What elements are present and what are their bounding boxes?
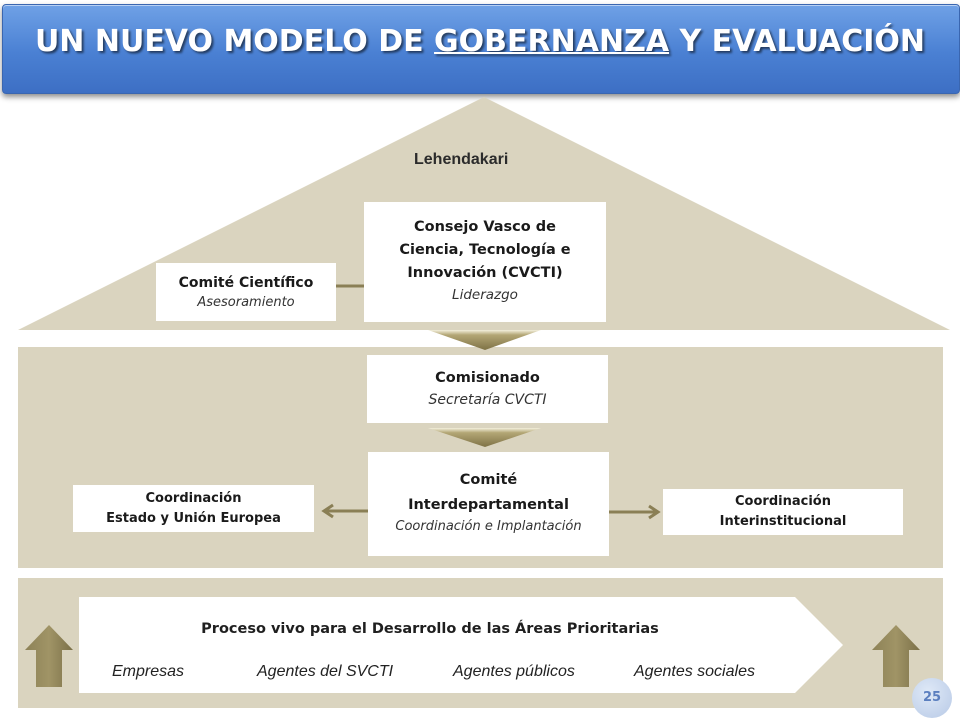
coordinacion-interinstitucional-box: [663, 489, 903, 535]
comite-inter-line2: Interdepartamental: [408, 497, 569, 513]
coord-right-line1: Coordinación: [735, 494, 831, 509]
cvcti-line3: Innovación (CVCTI): [407, 265, 563, 281]
page-title: UN NUEVO MODELO DE GOBERNANZA Y EVALUACIÓN: [34, 24, 926, 59]
comite-cientifico-name: Comité Científico: [178, 275, 314, 291]
comisionado-box: [367, 355, 608, 423]
cvcti-line2: Ciencia, Tecnología e: [399, 242, 571, 258]
coord-right-line2: Interinstitucional: [719, 514, 847, 529]
lehendakari-label: Lehendakari: [414, 151, 509, 168]
cvcti-line1: Consejo Vasco de: [413, 219, 557, 235]
comite-inter-role: Coordinación e Implantación: [395, 519, 582, 534]
comite-cientifico-box: [156, 263, 336, 321]
title-underlined-word: GOBERNANZA: [434, 24, 670, 59]
coordinacion-estado-box: [73, 485, 314, 532]
comisionado-name: Comisionado: [435, 370, 540, 386]
comisionado-role: Secretaría CVCTI: [428, 392, 547, 408]
process-title: Proceso vivo para el Desarrollo de las Áreas Prioritarias: [201, 621, 659, 637]
comite-inter-line1: Comité: [459, 472, 518, 488]
comite-interdepartamental-box: [368, 452, 609, 556]
agent-svcti: Agentes del SVCTI: [257, 663, 394, 680]
page-number: 25: [912, 678, 952, 718]
agent-publicos: Agentes públicos: [453, 663, 575, 680]
coord-left-line1: Coordinación: [145, 491, 242, 506]
cvcti-role: Liderazgo: [452, 287, 518, 303]
agent-empresas: Empresas: [112, 663, 185, 680]
coord-left-line2: Estado y Unión Europea: [106, 511, 281, 526]
agent-sociales: Agentes sociales: [634, 663, 755, 680]
comite-cientifico-role: Asesoramiento: [197, 295, 295, 310]
cvcti-box: [364, 202, 606, 322]
